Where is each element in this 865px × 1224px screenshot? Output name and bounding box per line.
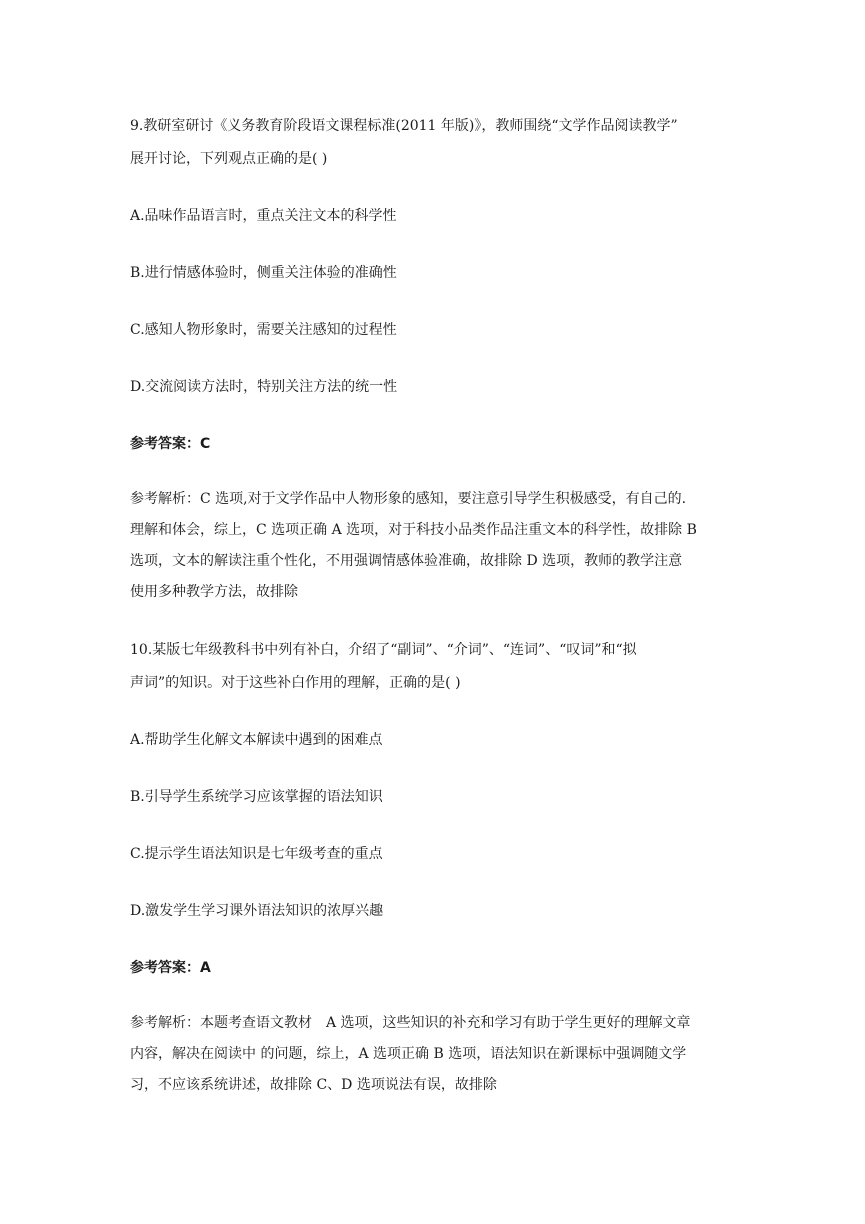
option-c: C.提示学生语法知识是七年级考查的重点 [130,846,383,862]
question-10 [130,638,745,1097]
reference-answer: 参考答案：C [130,436,211,452]
question-stem-line: 9.教研室研讨《义务教育阶段语文课程标准(2011 年版)》，教师围绕“文学作品阅读教学” [130,118,678,134]
analysis-line: 内容，解决在阅读中 的问题，综上，A 选项正确 B 选项，语法知识在新课标中强调随文学 [130,1046,687,1062]
analysis-line: 理解和体会，综上，C 选项正确 A 选项，对于科技小品类作品注重文本的科学性，故排除 B [130,522,697,538]
analysis-line: 参考解析：本题考查语文教材 A 选项，这些知识的补充和学习有助于学生更好的理解文章 [130,1015,691,1031]
analysis-line: 选项，文本的解读注重个性化，不用强调情感体验准确，故排除 D 选项，教师的教学注意 [130,553,683,569]
option-b: B.引导学生系统学习应该掌握的语法知识 [130,789,383,805]
question-9 [130,114,745,604]
option-d: D.激发学生学习课外语法知识的浓厚兴趣 [130,903,384,919]
analysis-line: 使用多种教学方法，故排除 [130,584,298,600]
question-stem-line: 声词”的知识。对于这些补白作用的理解，正确的是( ) [130,675,461,691]
question-stem [130,114,745,171]
question-stem-line: 展开讨论，下列观点正确的是( ) [130,151,328,167]
option-a: A.帮助学生化解文本解读中遇到的困难点 [130,732,383,748]
reference-analysis [130,1011,745,1097]
document-body [130,114,745,1097]
option-c: C.感知人物形象时，需要关注感知的过程性 [130,322,397,338]
question-stem-line: 10.某版七年级教科书中列有补白，介绍了“副词”、“介词”、“连词”、“叹词”和“拟 [130,642,637,658]
option-a: A.品味作品语言时，重点关注文本的科学性 [130,208,397,224]
reference-analysis [130,487,745,604]
option-d: D.交流阅读方法时，特别关注方法的统一性 [130,379,398,395]
analysis-line: 参考解析：C 选项,对于文学作品中人物形象的感知，要注意引导学生积极感受，有自己的. [130,491,687,507]
analysis-line: 习，不应该系统讲述，故排除 C、D 选项说法有误，故排除 [130,1077,497,1093]
reference-answer: 参考答案：A [130,960,211,976]
option-b: B.进行情感体验时，侧重关注体验的准确性 [130,265,397,281]
question-stem [130,638,745,695]
